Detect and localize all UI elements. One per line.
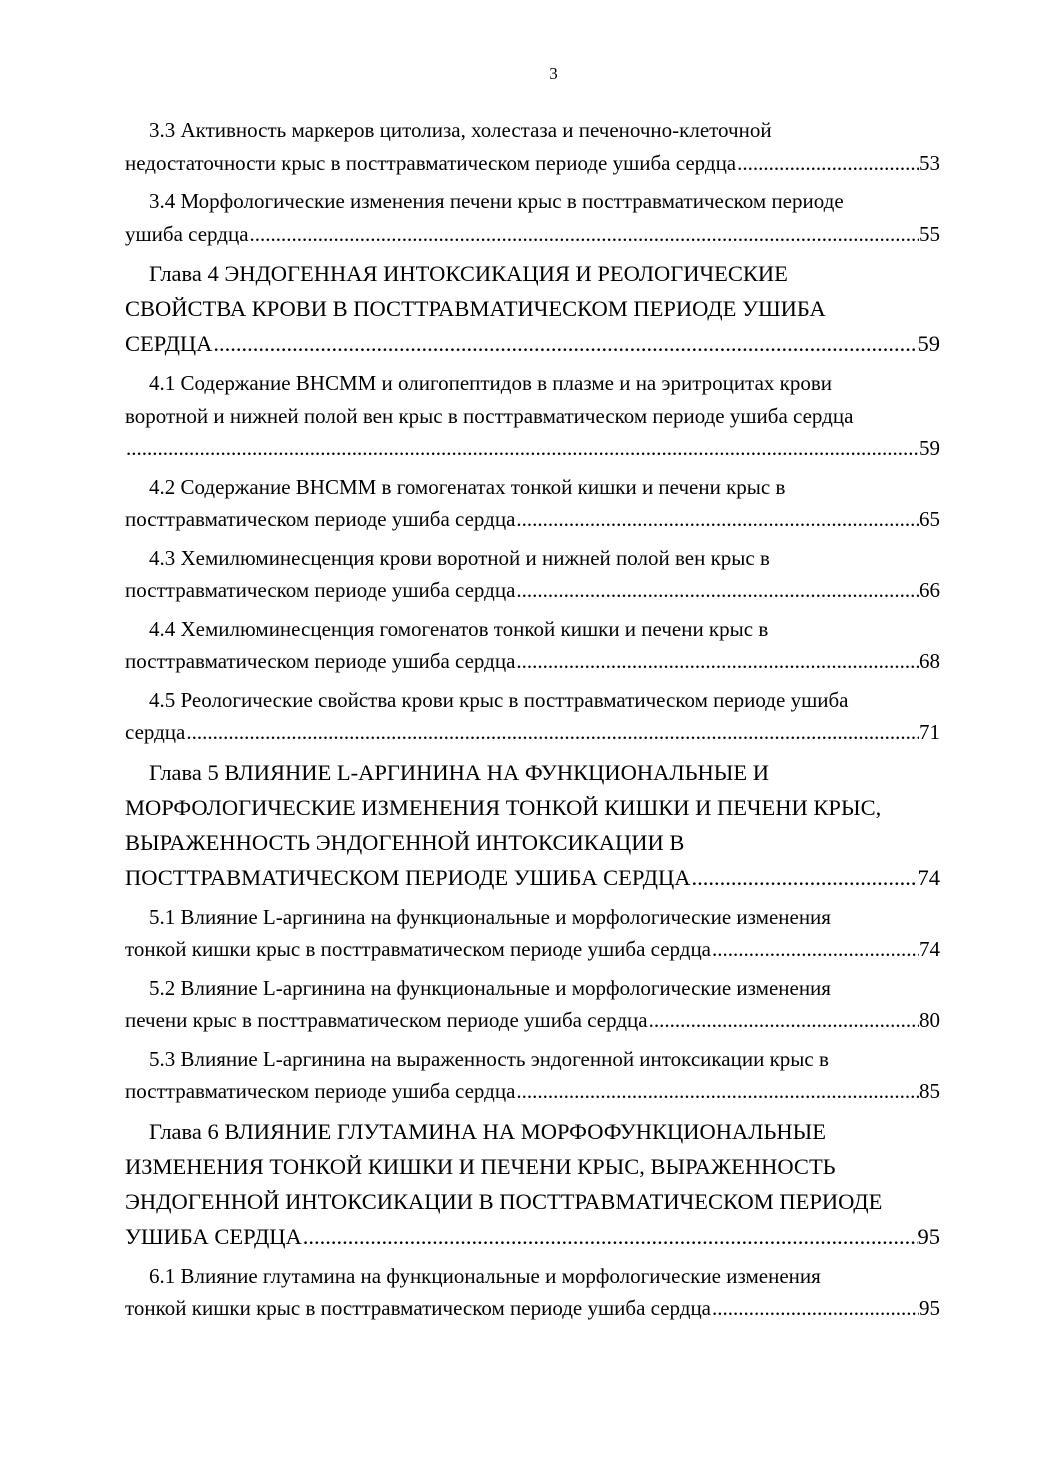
- toc-entry-last-line: [125, 716, 940, 749]
- toc-page-number: 71: [919, 720, 940, 744]
- toc-entry-last-line: [125, 218, 940, 251]
- toc-entry-text: Глава 5 ВЛИЯНИЕ L-АРГИНИНА НА ФУНКЦИОНАЛЬНЫЕ И: [149, 759, 770, 785]
- toc-entry-last-line: [125, 645, 940, 678]
- page-number: 3: [549, 64, 558, 83]
- toc-entry-last-line: [125, 860, 940, 895]
- toc-entry-text: 6.1 Влияние глутамина на функциональные и морфологические изменения: [149, 1263, 821, 1288]
- toc-entry-text: ЭНДОГЕННОЙ ИНТОКСИКАЦИИ В ПОСТТРАВМАТИЧЕСКОМ ПЕРИОДЕ: [125, 1188, 883, 1214]
- toc-entry-text: 4.5 Реологические свойства крови крыс в посттравматическом периоде ушиба: [149, 687, 849, 712]
- toc-chapter-entry: [125, 1114, 940, 1254]
- toc-page-number: 80: [919, 1008, 940, 1032]
- toc-entry-text: 5.1 Влияние L-аргинина на функциональные и морфологические изменения: [149, 904, 831, 929]
- toc-entry-text: МОРФОЛОГИЧЕСКИЕ ИЗМЕНЕНИЯ ТОНКОЙ КИШКИ И ПЕЧЕНИ КРЫС,: [125, 794, 882, 820]
- dot-leader: [125, 432, 919, 465]
- dot-leader: [691, 860, 918, 895]
- toc-entry-text: УШИБА СЕРДЦА: [125, 1223, 302, 1249]
- toc-entry-text: посттравматическом периоде ушиба сердца: [125, 507, 516, 531]
- toc-entry-text: СЕРДЦА: [125, 331, 213, 356]
- toc-section-entry: [125, 1260, 940, 1325]
- toc-page-number: 55: [919, 221, 940, 246]
- toc-entry-text: посттравматическом периоде ушиба сердца: [125, 578, 516, 602]
- toc-entry-text: ВЫРАЖЕННОСТЬ ЭНДОГЕННОЙ ИНТОКСИКАЦИИ В: [125, 829, 685, 855]
- toc-entry-text: тонкой кишки крыс в посттравматическом периоде ушиба сердца: [125, 1296, 712, 1320]
- toc-entry-text: 3.3 Активность маркеров цитолиза, холестаза и печеночно-клеточной: [149, 118, 772, 142]
- toc-entry-text: Глава 4 ЭНДОГЕННАЯ ИНТОКСИКАЦИЯ И РЕОЛОГИЧЕСКИЕ: [149, 261, 788, 286]
- dot-leader: [711, 1292, 919, 1325]
- toc-section-entry: [125, 367, 940, 465]
- toc-page-number: 59: [917, 331, 940, 356]
- toc-entry-text: 3.4 Морфологические изменения печени крыс в посттравматическом периоде: [149, 189, 844, 213]
- dot-leader: [736, 147, 919, 180]
- toc-entry-last-line: [125, 326, 940, 361]
- toc-section-entry: [125, 613, 940, 678]
- toc-entry-text: 4.3 Хемилюминесценция крови воротной и нижней полой вен крыс в: [149, 545, 770, 570]
- toc-entry-text: 4.4 Хемилюминесценция гомогенатов тонкой кишки и печени крыс в: [149, 616, 769, 641]
- toc-section-entry: [125, 1043, 940, 1108]
- toc-section-entry: [125, 901, 940, 966]
- toc-entry-last-line: [125, 1292, 940, 1325]
- toc-section-entry: [125, 471, 940, 536]
- toc-page-number: 53: [919, 150, 940, 175]
- toc-entry-last-line: [125, 432, 940, 465]
- toc-entry-text: Глава 6 ВЛИЯНИЕ ГЛУТАМИНА НА МОРФОФУНКЦИОНАЛЬНЫЕ: [149, 1118, 826, 1144]
- toc-entry-text: ПОСТТРАВМАТИЧЕСКОМ ПЕРИОДЕ УШИБА СЕРДЦА: [125, 864, 691, 890]
- toc-entry-last-line: [125, 574, 940, 607]
- toc-section-entry: [125, 684, 940, 749]
- table-of-contents: [125, 114, 940, 1331]
- toc-entry-text: сердца: [125, 720, 186, 744]
- toc-page-number: 95: [917, 1223, 940, 1249]
- dot-leader: [515, 574, 919, 607]
- toc-chapter-entry: [125, 256, 940, 361]
- dot-leader: [185, 716, 919, 749]
- toc-section-entry: [125, 972, 940, 1037]
- toc-entry-last-line: [125, 1004, 940, 1037]
- toc-entry-last-line: [125, 1075, 940, 1108]
- dot-leader: [515, 503, 919, 536]
- dot-leader: [302, 1219, 918, 1254]
- toc-entry-text: 5.3 Влияние L-аргинина на выраженность эндогенной интоксикации крыс в: [149, 1046, 829, 1071]
- dot-leader: [515, 645, 919, 678]
- toc-entry-text: ушиба сердца: [125, 221, 249, 246]
- toc-entry-text: посттравматическом периоде ушиба сердца: [125, 1079, 516, 1103]
- toc-page-number: 66: [919, 578, 940, 602]
- dot-leader: [515, 1075, 919, 1108]
- toc-section-entry: [125, 185, 940, 250]
- toc-section-entry: [125, 542, 940, 607]
- toc-entry-last-line: [125, 147, 940, 180]
- toc-entry-text: 5.2 Влияние L-аргинина на функциональные и морфологические изменения: [149, 975, 831, 1000]
- toc-entry-text: посттравматическом периоде ушиба сердца: [125, 649, 516, 673]
- toc-entry-text: ИЗМЕНЕНИЯ ТОНКОЙ КИШКИ И ПЕЧЕНИ КРЫС, ВЫРАЖЕННОСТЬ: [125, 1153, 836, 1179]
- toc-section-entry: [125, 114, 940, 179]
- toc-page-number: 74: [919, 937, 940, 961]
- dot-leader: [648, 1004, 919, 1037]
- toc-entry-text: тонкой кишки крыс в посттравматическом периоде ушиба сердца: [125, 937, 712, 961]
- toc-entry-last-line: [125, 503, 940, 536]
- toc-chapter-entry: [125, 755, 940, 895]
- toc-entry-text: печени крыс в посттравматическом периоде ушиба сердца: [125, 1008, 648, 1032]
- toc-entry-text: 4.1 Содержание ВНСММ и олигопептидов в плазме и на эритроцитах крови: [149, 371, 833, 395]
- toc-page-number: 74: [917, 864, 940, 890]
- toc-entry-text: недостаточности крыс в посттравматическом периоде ушиба сердца: [125, 150, 737, 175]
- toc-page-number: 95: [919, 1296, 940, 1320]
- dot-leader: [249, 218, 919, 251]
- toc-page-number: 68: [919, 649, 940, 673]
- dot-leader: [711, 933, 919, 966]
- toc-page-number: 59: [919, 436, 940, 460]
- toc-entry-text: 4.2 Содержание ВНСММ в гомогенатах тонкой кишки и печени крыс в: [149, 474, 786, 499]
- toc-page-number: 65: [919, 507, 940, 531]
- toc-entry-text: воротной и нижней полой вен крыс в посттравматическом периоде ушиба сердца: [125, 403, 854, 428]
- toc-entry-text: СВОЙСТВА КРОВИ В ПОСТТРАВМАТИЧЕСКОМ ПЕРИОДЕ УШИБА: [125, 296, 826, 321]
- dot-leader: [212, 326, 917, 361]
- toc-page-number: 85: [919, 1079, 940, 1103]
- toc-entry-last-line: [125, 1219, 940, 1254]
- toc-entry-last-line: [125, 933, 940, 966]
